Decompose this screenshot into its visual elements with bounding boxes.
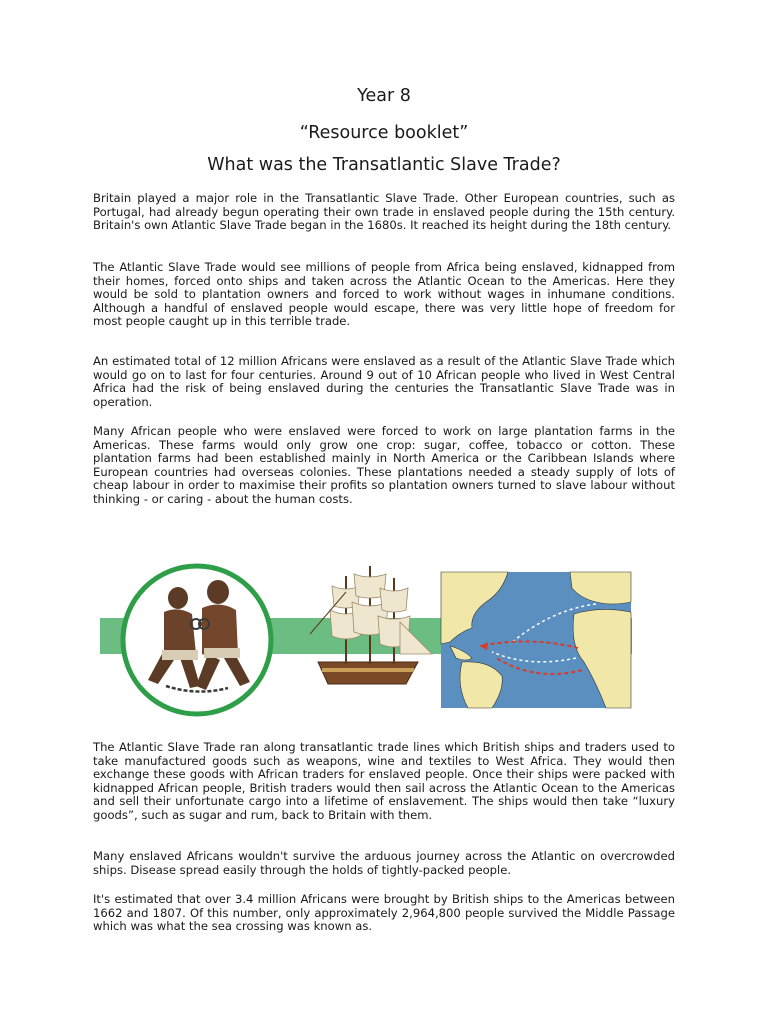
heading-year: Year 8 <box>357 86 411 106</box>
atlantic-map-illustration <box>441 572 631 708</box>
paragraph-3-4-million: It's estimated that over 3.4 million Africans were brought by British ships to the Americas between 1662 and 1807. Of this number, only approximately 2,964,800 people survived the Middle Passage which was what the sea crossing was known as. <box>93 892 675 934</box>
paragraph-12-million: An estimated total of 12 million Africans were enslaved as a result of the Atlantic Slave Trade which would go on to last for four centuries. Around 9 out of 10 African people who lived in West Central Africa had the risk of being enslaved during the centuries the Transatlantic Slave Trade was in operation. <box>93 354 675 409</box>
paragraph-plantations: Many African people who were enslaved were forced to work on large plantation farms in the Americas. These farms would only grow one crop: sugar, coffee, tobacco or cotton. These plantation farms had been established mainly in North America or the Caribbean Islands where European countries had overseas colonies. These plantations needed a steady supply of lots of cheap labour in order to maximise their profits so plantation owners turned to slave labour without thinking - or caring - about the human costs. <box>93 424 675 506</box>
paragraph-arduous-journey: Many enslaved Africans wouldn't survive the arduous journey across the Atlantic on overcrowded ships. Disease spread easily through the holds of tightly-packed people. <box>93 849 675 877</box>
paragraph-britain-role: Britain played a major role in the Transatlantic Slave Trade. Other European countries, such as Portugal, had already begun operating their own trade in enslaved people during the 15th century. Britain's own Atlantic Slave Trade began in the 1680s. It reached its height during the 18th century. <box>93 191 675 233</box>
heading-subtitle: “Resource booklet” <box>299 123 469 143</box>
page-title: What was the Transatlantic Slave Trade? <box>207 155 561 175</box>
paragraph-trade-lines: The Atlantic Slave Trade ran along transatlantic trade lines which British ships and traders used to take manufactured goods such as weapons, wine and textiles to West Africa. They would then exchange these goods with African traders for enslaved people. Once their ships were packed with kidnapped African people, British traders would then sail across the Atlantic Ocean to the Americas and sell their unfortunate cargo into a lifetime of enslavement. The ships would then take “luxury goods”, such as sugar and rum, back to Britain with them. <box>93 740 675 822</box>
paragraph-millions-enslaved: The Atlantic Slave Trade would see millions of people from Africa being enslaved, kidnapped from their homes, forced onto ships and taken across the Atlantic Ocean to the Americas. Here they would be sold to plantation owners and forced to work without wages in inhumane conditions. Although a handful of enslaved people would escape, there was very little hope of freedom for most people caught up in this terrible trade. <box>93 260 675 329</box>
enslaved-people-illustration <box>123 566 271 714</box>
illustration-banner <box>100 562 640 722</box>
